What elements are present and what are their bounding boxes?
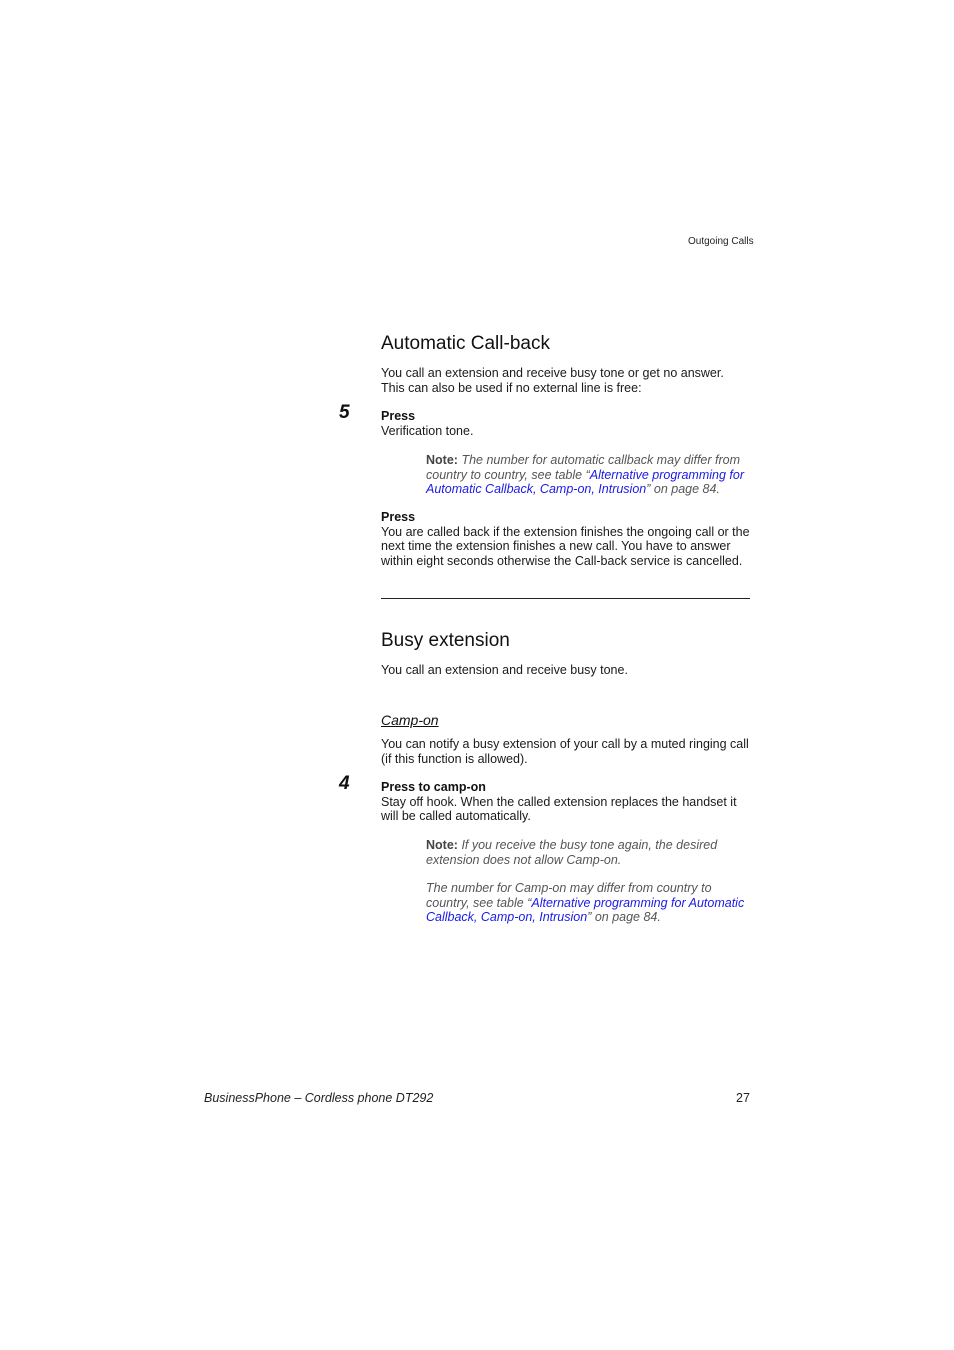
note-text: The number for Camp-on may differ from country to (426, 881, 712, 895)
table-reference-link[interactable]: Callback, Camp-on, Intrusion (426, 910, 588, 924)
callback-intro (381, 366, 724, 395)
camp-on-intro-line: You can notify a busy extension of your call by a muted ringing call (381, 737, 749, 751)
camp-on-note-1 (426, 838, 717, 867)
callback-step-press (381, 409, 473, 438)
table-reference-link[interactable]: Alternative programming for (589, 467, 744, 482)
note-text: ” on page 84. (646, 482, 720, 496)
camp-on-note-2 (426, 881, 744, 925)
running-head: Outgoing Calls (688, 236, 754, 247)
subsection-title-camp-on: Camp-on (381, 712, 439, 728)
press-description: Stay off hook. When the called extension replaces the handset it (381, 794, 737, 809)
table-reference-link[interactable]: Automatic Callback, Camp-on, Intrusion (426, 482, 647, 496)
note-label: Note: (426, 838, 458, 852)
busy-intro: You call an extension and receive busy tone. (381, 663, 628, 677)
camp-on-step-press (381, 780, 737, 824)
note-text: If you receive the busy tone again, the desired (461, 838, 718, 852)
footer-product: BusinessPhone – Cordless phone DT292 (204, 1091, 434, 1105)
camp-on-intro (381, 737, 749, 766)
note-text: country to country, see table “ (426, 467, 590, 482)
table-reference-link[interactable]: Alternative programming for Automatic (531, 895, 745, 910)
step-number-5: 5 (339, 402, 350, 423)
note-text: ” on page 84. (587, 910, 661, 924)
press-label: Press to camp-on (381, 780, 486, 794)
section-title-busy: Busy extension (381, 630, 510, 651)
note-label: Note: (426, 453, 458, 467)
press-description: Verification tone. (381, 423, 474, 438)
press-description: will be called automatically. (381, 809, 531, 823)
callback-intro-line: This can also be used if no external line is free: (381, 380, 642, 395)
section-title-callback: Automatic Call-back (381, 333, 550, 354)
section-divider (381, 598, 750, 599)
step-number-4: 4 (339, 773, 350, 794)
callback-press-2 (381, 510, 750, 568)
callback-note (426, 453, 744, 497)
camp-on-intro-line: (if this function is allowed). (381, 751, 528, 766)
press-description: next time the extension finishes a new call. You have to answer (381, 539, 731, 553)
page-number: 27 (736, 1091, 750, 1105)
note-text: extension does not allow Camp-on. (426, 852, 622, 867)
callback-intro-line: You call an extension and receive busy tone or get no answer. (381, 366, 724, 380)
note-text: The number for automatic callback may differ from (461, 453, 741, 467)
press-description: You are called back if the extension finishes the ongoing call or the (381, 524, 750, 539)
note-text: country, see table “ (426, 895, 532, 910)
press-description: within eight seconds otherwise the Call-back service is cancelled. (381, 553, 743, 568)
press-label: Press (381, 510, 416, 524)
press-label: Press (381, 409, 416, 423)
